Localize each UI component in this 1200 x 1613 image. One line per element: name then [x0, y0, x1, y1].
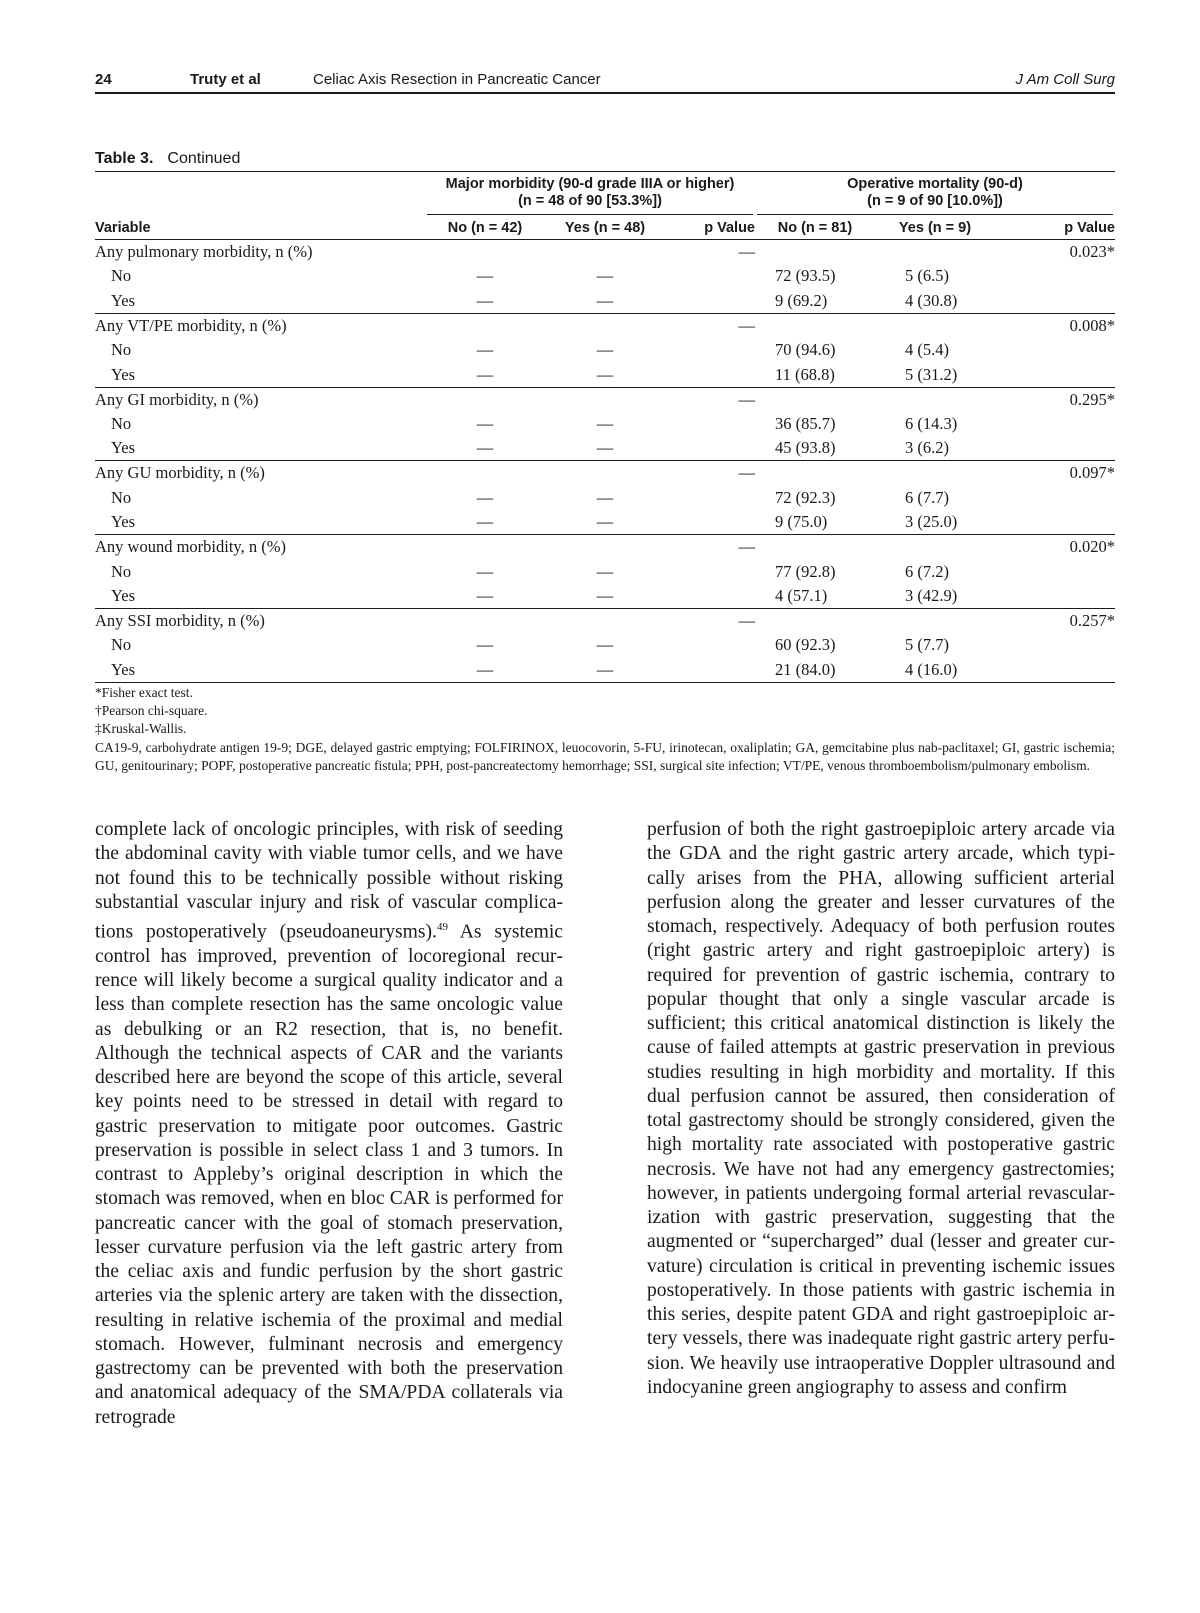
cell-morbidity-p: — — [665, 313, 755, 338]
cell-mortality-p — [995, 485, 1115, 510]
cell-variable: Any GI morbidity, n (%) — [95, 387, 425, 412]
cell-mortality-p: 0.295* — [995, 387, 1115, 412]
cell-morbidity-p: — — [665, 387, 755, 412]
cell-mortality-no: 45 (93.8) — [775, 438, 836, 458]
cell-mortality-p — [995, 584, 1115, 609]
cell-mortality-no: 4 (57.1) — [775, 585, 828, 605]
cell-variable: No — [111, 413, 132, 433]
cell-mortality-yes: 4 (16.0) — [905, 659, 958, 679]
left-text-part-2: As systemic control has improved, prevention of locoregional recurrence will likely become a surgical quality indicator and a less than complete resection has the same oncologic value as debulking or an R2 resection, that is, no benefit. Although the technical aspects of CAR and the variants described here are beyond the scope of this article, several key points need to be stressed in detail with regard to gastric preservation to mitigate poor outcomes. Gastric preservation is possible in select class 1 and 3 tumors. In contrast to Appleby’s original description in which the stomach was removed, when en bloc CAR is performed for pancreatic cancer with the goal of stomach preservation, lesser curvature perfusion via the left gastric artery from the celiac axis and fundic perfusion by the short gastric arteries via the splenic artery are taken with the dissection, resulting in relative ischemia of the proximal and medial stomach. However, fulminant necrosis and emergency gastrectomy can be prevented with both the preservation and anatomical adequacy of the SMA/PDA collaterals via retrograde — [95, 921, 563, 1428]
cell-morbidity-p: — — [665, 535, 755, 560]
cell-morbidity-yes: — — [596, 266, 614, 286]
cell-mortality-yes: 3 (6.2) — [905, 438, 949, 458]
cell-morbidity-p — [665, 485, 755, 510]
cell-morbidity-no: — — [476, 512, 494, 532]
cell-morbidity-yes: — — [596, 364, 614, 384]
table-row — [95, 289, 1115, 314]
cell-mortality-yes: 5 (31.2) — [905, 364, 958, 384]
header-running-title: Celiac Axis Resection in Pancreatic Cancer — [313, 71, 601, 88]
cell-mortality-yes: 5 (7.7) — [905, 635, 949, 655]
morbidity-group-header — [425, 172, 755, 216]
cell-morbidity-no: — — [476, 487, 494, 507]
cell-mortality-yes — [875, 387, 995, 412]
cell-morbidity-p — [665, 633, 755, 658]
cell-mortality-p — [995, 338, 1115, 363]
cell-morbidity-no: — — [476, 340, 494, 360]
cell-mortality-yes — [875, 608, 995, 633]
cell-morbidity-p — [665, 584, 755, 609]
cell-variable: Any SSI morbidity, n (%) — [95, 608, 425, 633]
cell-morbidity-no — [425, 387, 545, 412]
cell-morbidity-no: — — [476, 561, 494, 581]
cell-variable: Any VT/PE morbidity, n (%) — [95, 313, 425, 338]
column-header-morbidity-yes: Yes (n = 48) — [545, 216, 665, 240]
table-row — [95, 436, 1115, 461]
column-header-mortality-no: No (n = 81) — [755, 216, 875, 240]
cell-morbidity-yes — [545, 240, 665, 265]
cell-mortality-yes — [875, 535, 995, 560]
table-category-row — [95, 608, 1115, 633]
column-header-mortality-p: p Value — [995, 216, 1115, 240]
results-table — [95, 171, 1115, 683]
cell-variable: Any GU morbidity, n (%) — [95, 461, 425, 486]
table-caption-text: Continued — [167, 150, 241, 167]
mortality-group-header — [755, 172, 1115, 216]
footnote-kruskal: ‡Kruskal-Wallis. — [95, 721, 187, 736]
cell-mortality-yes — [875, 240, 995, 265]
footnote-fisher: *Fisher exact test. — [95, 685, 193, 700]
left-text-part-1: complete lack of oncologic principles, with risk of seeding the abdominal cavity with viable tumor cells, and we have not found this to be technically possible without risking substantial vascular injury and risk of vascular complications postoperatively (pseudoaneurysms). — [95, 819, 563, 943]
table-category-row — [95, 387, 1115, 412]
cell-variable: No — [111, 487, 132, 507]
footnote-abbreviations: CA19-9, carbohydrate antigen 19-9; DGE, delayed gastric emptying; FOLFIRINOX, leuocovorin, 5-FU, irinotecan, oxaliplatin; GA, gemcitabine plus nab-paclitaxel; GI, gastric ischemia; GU, genitourinary; POPF, postoperative pancreatic fistula; PPH, post-pancreatectomy hemorrhage; SSI, surgical site infection; VT/PE, venous thromboembolism/pulmonary embolism. — [95, 740, 1115, 773]
cell-mortality-yes — [875, 461, 995, 486]
column-header-morbidity-no: No (n = 42) — [425, 216, 545, 240]
cell-morbidity-no — [425, 313, 545, 338]
cell-morbidity-yes: — — [596, 438, 614, 458]
cell-mortality-yes: 4 (30.8) — [905, 290, 958, 310]
table-category-row — [95, 240, 1115, 265]
cell-morbidity-no: — — [476, 364, 494, 384]
cell-mortality-yes: 6 (7.7) — [905, 487, 949, 507]
cell-mortality-p — [995, 436, 1115, 461]
morbidity-header-line1: Major morbidity (90-d grade IIIA or higher) — [445, 176, 735, 192]
cell-mortality-p: 0.008* — [995, 313, 1115, 338]
table-row — [95, 510, 1115, 535]
body-text-right-column: perfusion of both the right gastroepiploic artery arcade via the GDA and the right gastric artery arcade, which typically arises from the PHA, allowing sufficient arterial perfusion along the greater and lesser curvatures of the stomach, respectively. Adequacy of both perfusion routes (right gastric artery and right gastroepiploic artery) is required for prevention of gastric ischemia, contrary to popular thought that only a single vascular arcade is sufficient; this critical anatomical distinction is likely the cause of failed attempts at gastric preservation in previous studies resulting in high morbidity and mortality. If this dual perfusion cannot be assured, then consideration of total gastrectomy should be strongly considered, given the high mortality rate associated with postoperative gastric necrosis. We have not had any emergency gastrectomies; however, in patients undergoing formal arterial revascularization with gastric preservation, suggesting that the augmented or “supercharged” dual (lesser and greater curvature) circulation is critical in preventing ischemic issues postoperatively. In those patients with gastric ischemia in this series, despite patent GDA and right gastroepiploic artery vessels, there was inadequate right gastric artery perfusion. We heavily use intraoperative Doppler ultrasound and indocyanine green angiography to assess and confirm — [647, 819, 1115, 1398]
table-row — [95, 338, 1115, 363]
cell-mortality-no — [755, 387, 875, 412]
header-journal: J Am Coll Surg — [1015, 71, 1115, 88]
cell-morbidity-yes — [545, 387, 665, 412]
cell-morbidity-yes: — — [596, 340, 614, 360]
cell-morbidity-p: — — [738, 242, 755, 262]
cell-morbidity-yes: — — [596, 635, 614, 655]
cell-mortality-yes: 4 (5.4) — [905, 340, 949, 360]
cell-mortality-no — [755, 608, 875, 633]
cell-mortality-yes: 5 (6.5) — [905, 266, 949, 286]
morbidity-header-line2: (n = 48 of 90 [53.3%]) — [518, 193, 662, 209]
cell-variable: Any pulmonary morbidity, n (%) — [95, 242, 313, 262]
cell-morbidity-p — [665, 289, 755, 314]
cell-mortality-no — [755, 461, 875, 486]
cell-mortality-no: 11 (68.8) — [775, 364, 835, 384]
cell-morbidity-yes — [545, 608, 665, 633]
cell-mortality-no: 21 (84.0) — [775, 659, 836, 679]
cell-mortality-p — [995, 510, 1115, 535]
cell-morbidity-no: — — [476, 266, 494, 286]
cell-mortality-p — [995, 633, 1115, 658]
cell-morbidity-p — [665, 264, 755, 289]
cell-variable: Yes — [111, 585, 136, 605]
cell-morbidity-no: — — [476, 659, 494, 679]
cell-variable: Yes — [111, 438, 136, 458]
table-row — [95, 362, 1115, 387]
cell-mortality-yes: 3 (25.0) — [905, 512, 958, 532]
cell-mortality-p — [995, 559, 1115, 584]
cell-morbidity-p — [665, 510, 755, 535]
cell-mortality-p: 0.023* — [1069, 242, 1115, 262]
cell-morbidity-yes: — — [596, 659, 614, 679]
cell-mortality-p — [995, 412, 1115, 437]
cell-morbidity-no — [425, 461, 545, 486]
cell-mortality-yes: 6 (14.3) — [905, 413, 958, 433]
cell-variable: No — [111, 340, 132, 360]
cell-morbidity-no — [425, 240, 545, 265]
cell-morbidity-p — [665, 559, 755, 584]
cell-morbidity-no: — — [476, 635, 494, 655]
cell-mortality-yes: 3 (42.9) — [905, 585, 958, 605]
cell-variable: Any wound morbidity, n (%) — [95, 535, 425, 560]
cell-mortality-p — [995, 289, 1115, 314]
cell-morbidity-p — [665, 658, 755, 683]
cell-morbidity-no: — — [476, 438, 494, 458]
table-label: Table 3. — [95, 150, 154, 167]
cell-morbidity-no: — — [476, 413, 494, 433]
cell-morbidity-yes — [545, 535, 665, 560]
column-header-mortality-yes: Yes (n = 9) — [875, 216, 995, 240]
cell-morbidity-yes — [545, 461, 665, 486]
cell-variable: Yes — [111, 290, 136, 310]
cell-mortality-no: 36 (85.7) — [775, 413, 836, 433]
cell-morbidity-p — [665, 436, 755, 461]
cell-mortality-p: 0.097* — [995, 461, 1115, 486]
cell-mortality-no: 9 (69.2) — [775, 290, 828, 310]
cell-morbidity-no: — — [476, 290, 494, 310]
cell-morbidity-p: — — [665, 608, 755, 633]
table-category-row — [95, 461, 1115, 486]
cell-mortality-p — [995, 362, 1115, 387]
header-authors: Truty et al — [190, 71, 261, 88]
cell-morbidity-no — [425, 535, 545, 560]
table-row — [95, 264, 1115, 289]
cell-variable: No — [111, 561, 132, 581]
table-row — [95, 584, 1115, 609]
cell-mortality-no: 9 (75.0) — [775, 512, 828, 532]
cell-mortality-p — [995, 264, 1115, 289]
cell-morbidity-no — [425, 608, 545, 633]
running-header — [95, 68, 1115, 94]
cell-morbidity-p — [665, 412, 755, 437]
citation-superscript: 49 — [436, 921, 448, 933]
cell-morbidity-yes: — — [596, 487, 614, 507]
table-category-row — [95, 535, 1115, 560]
cell-morbidity-yes: — — [596, 290, 614, 310]
column-header-morbidity-p: p Value — [665, 216, 755, 240]
footnote-pearson: †Pearson chi-square. — [95, 703, 208, 718]
cell-morbidity-yes: — — [596, 413, 614, 433]
table-row — [95, 485, 1115, 510]
cell-morbidity-yes: — — [596, 512, 614, 532]
cell-morbidity-yes — [545, 313, 665, 338]
cell-mortality-yes — [875, 313, 995, 338]
cell-variable: No — [111, 266, 132, 286]
cell-mortality-no: 60 (92.3) — [775, 635, 836, 655]
cell-mortality-no: 77 (92.8) — [775, 561, 836, 581]
cell-variable: Yes — [111, 659, 136, 679]
table-caption — [95, 150, 240, 168]
cell-morbidity-yes: — — [596, 585, 614, 605]
cell-morbidity-no: — — [476, 585, 494, 605]
cell-morbidity-yes: — — [596, 561, 614, 581]
cell-mortality-p: 0.020* — [995, 535, 1115, 560]
cell-variable: Yes — [111, 364, 136, 384]
table-row — [95, 658, 1115, 683]
cell-mortality-yes: 6 (7.2) — [905, 561, 949, 581]
cell-mortality-p: 0.257* — [995, 608, 1115, 633]
cell-mortality-no — [755, 240, 875, 265]
cell-morbidity-p — [665, 362, 755, 387]
cell-mortality-p — [995, 658, 1115, 683]
cell-mortality-no — [755, 535, 875, 560]
cell-variable: No — [111, 635, 132, 655]
column-header-variable: Variable — [95, 216, 425, 240]
cell-morbidity-p — [665, 338, 755, 363]
body-text-left-column — [95, 818, 563, 1430]
table-row — [95, 559, 1115, 584]
table-category-row — [95, 313, 1115, 338]
page-number: 24 — [95, 71, 112, 88]
mortality-header-line1: Operative mortality (90-d) — [847, 176, 1023, 192]
table-footnotes — [95, 684, 1115, 775]
table-row — [95, 412, 1115, 437]
cell-mortality-no: 72 (92.3) — [775, 487, 836, 507]
cell-mortality-no: 70 (94.6) — [775, 340, 836, 360]
table-row — [95, 633, 1115, 658]
cell-morbidity-p: — — [665, 461, 755, 486]
cell-mortality-no — [755, 313, 875, 338]
table-body — [95, 240, 1115, 683]
mortality-header-line2: (n = 9 of 90 [10.0%]) — [867, 193, 1003, 209]
cell-variable: Yes — [111, 512, 136, 532]
cell-mortality-no: 72 (93.5) — [775, 266, 836, 286]
